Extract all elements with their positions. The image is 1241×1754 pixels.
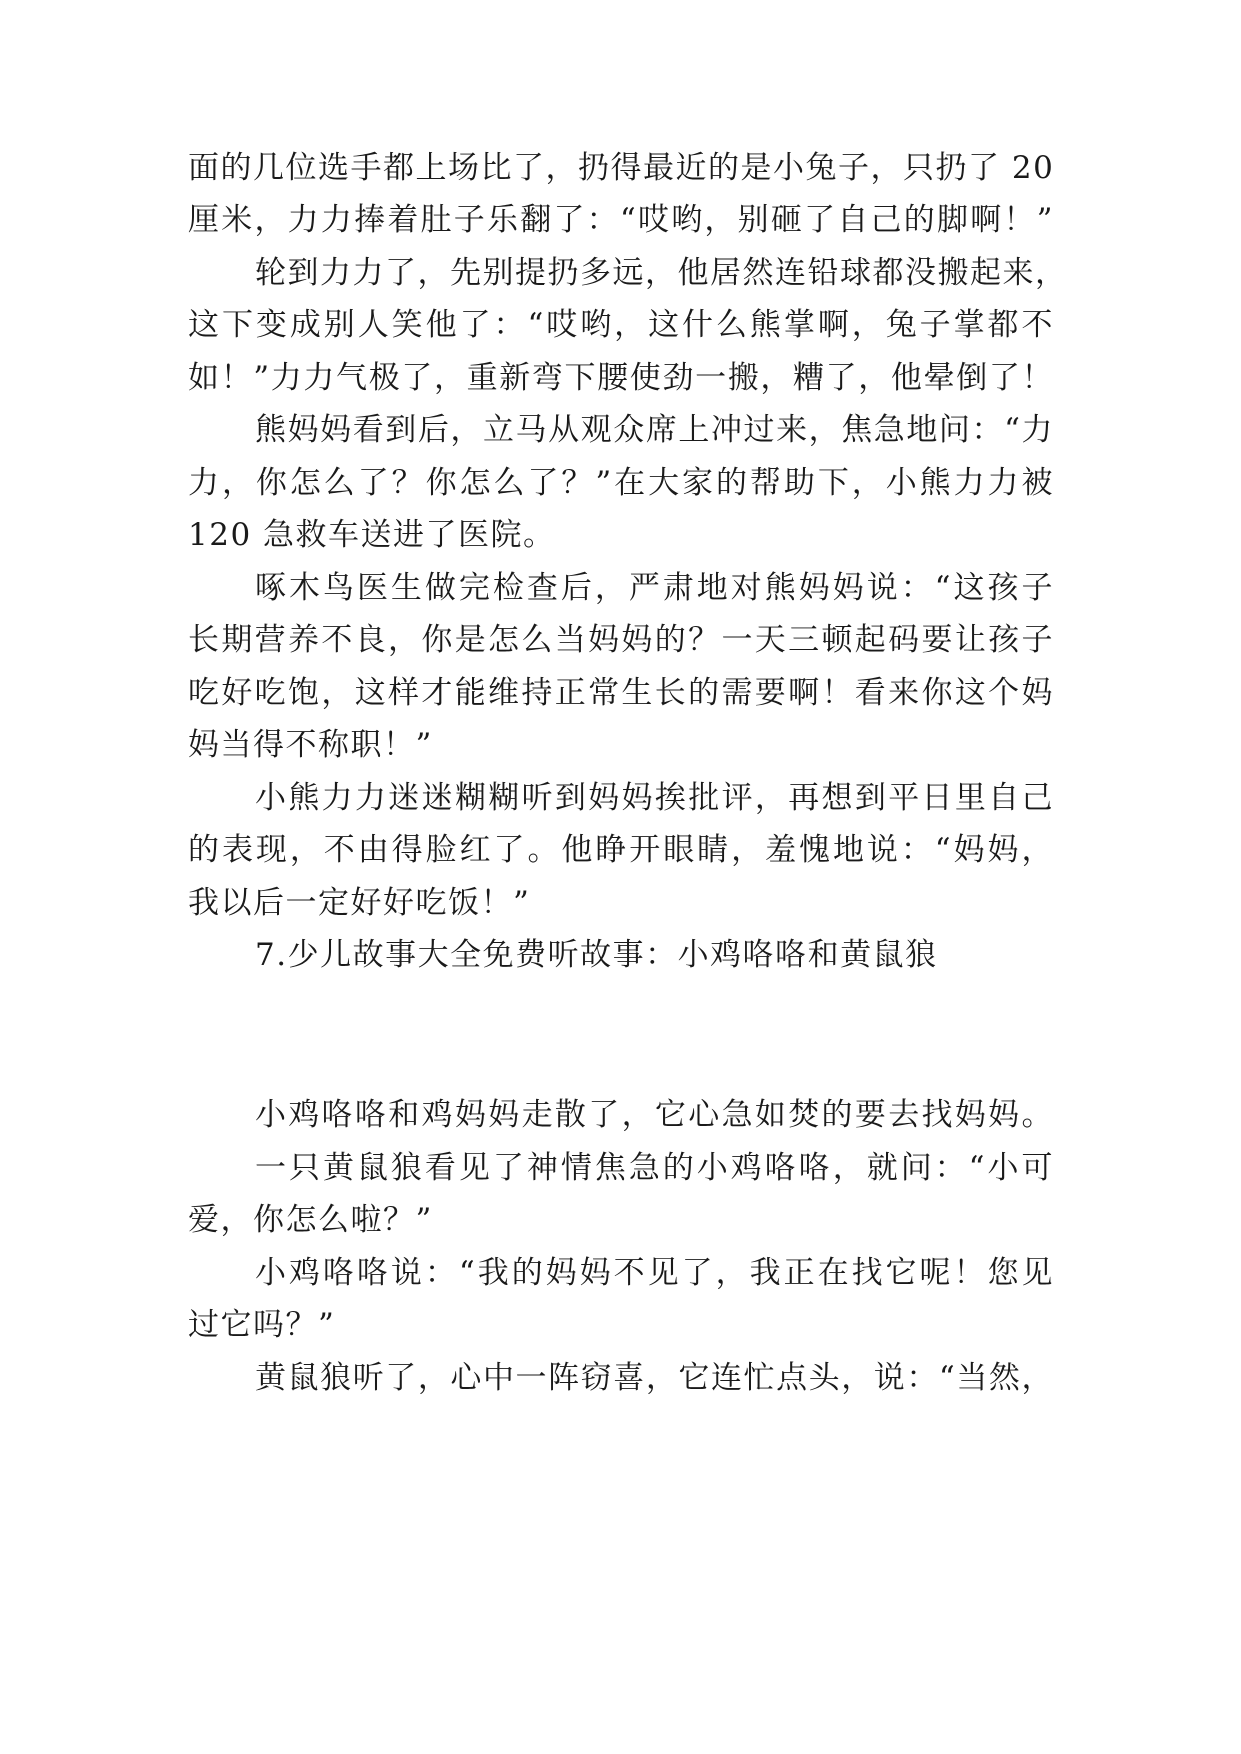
text-line: 面的几位选手都上场比了，扔得最近的是小兔子，只扔了 20 [188,150,1055,186]
text-line: 力，你怎么了？你怎么了？”在大家的帮助下，小熊力力被 [188,465,1054,501]
text-line: 爱，你怎么啦？” [188,1202,433,1238]
text-line: 小鸡咯咯说：“我的妈妈不见了，我正在找它呢！您见 [255,1255,1054,1291]
text-line: 熊妈妈看到后，立马从观众席上冲过来，焦急地问：“力 [255,412,1054,448]
text-line: 过它吗？” [188,1307,336,1343]
text-line: 我以后一定好好吃饭！” [188,885,531,921]
text-line: 小鸡咯咯和鸡妈妈走散了，它心急如焚的要去找妈妈。 [255,1097,1054,1133]
section-heading: 7.少儿故事大全免费听故事：小鸡咯咯和黄鼠狼 [255,937,938,973]
text-line: 轮到力力了，先别提扔多远，他居然连铅球都没搬起来， [255,255,1068,291]
text-line: 吃好吃饱，这样才能维持正常生长的需要啊！看来你这个妈 [188,675,1054,711]
text-line: 一只黄鼠狼看见了神情焦急的小鸡咯咯，就问：“小可 [255,1150,1054,1186]
text-line: 这下变成别人笑他了：“哎哟，这什么熊掌啊，兔子掌都不 [188,307,1054,343]
text-line: 120 急救车送进了医院。 [188,517,556,553]
text-line: 长期营养不良，你是怎么当妈妈的？一天三顿起码要让孩子 [188,622,1054,658]
text-line: 啄木鸟医生做完检查后，严肃地对熊妈妈说：“这孩子 [255,570,1054,606]
text-line: 黄鼠狼听了，心中一阵窃喜，它连忙点头，说：“当然， [255,1360,1054,1396]
text-line: 的表现，不由得脸红了。他睁开眼睛，羞愧地说：“妈妈， [188,832,1054,868]
text-line: 妈当得不称职！” [188,727,433,763]
text-line: 小熊力力迷迷糊糊听到妈妈挨批评，再想到平日里自己 [255,780,1054,816]
text-line: 如！”力力气极了，重新弯下腰使劲一搬，糟了，他晕倒了！ [188,360,1054,396]
text-line: 厘米，力力捧着肚子乐翻了：“哎哟，别砸了自己的脚啊！” [188,202,1054,238]
